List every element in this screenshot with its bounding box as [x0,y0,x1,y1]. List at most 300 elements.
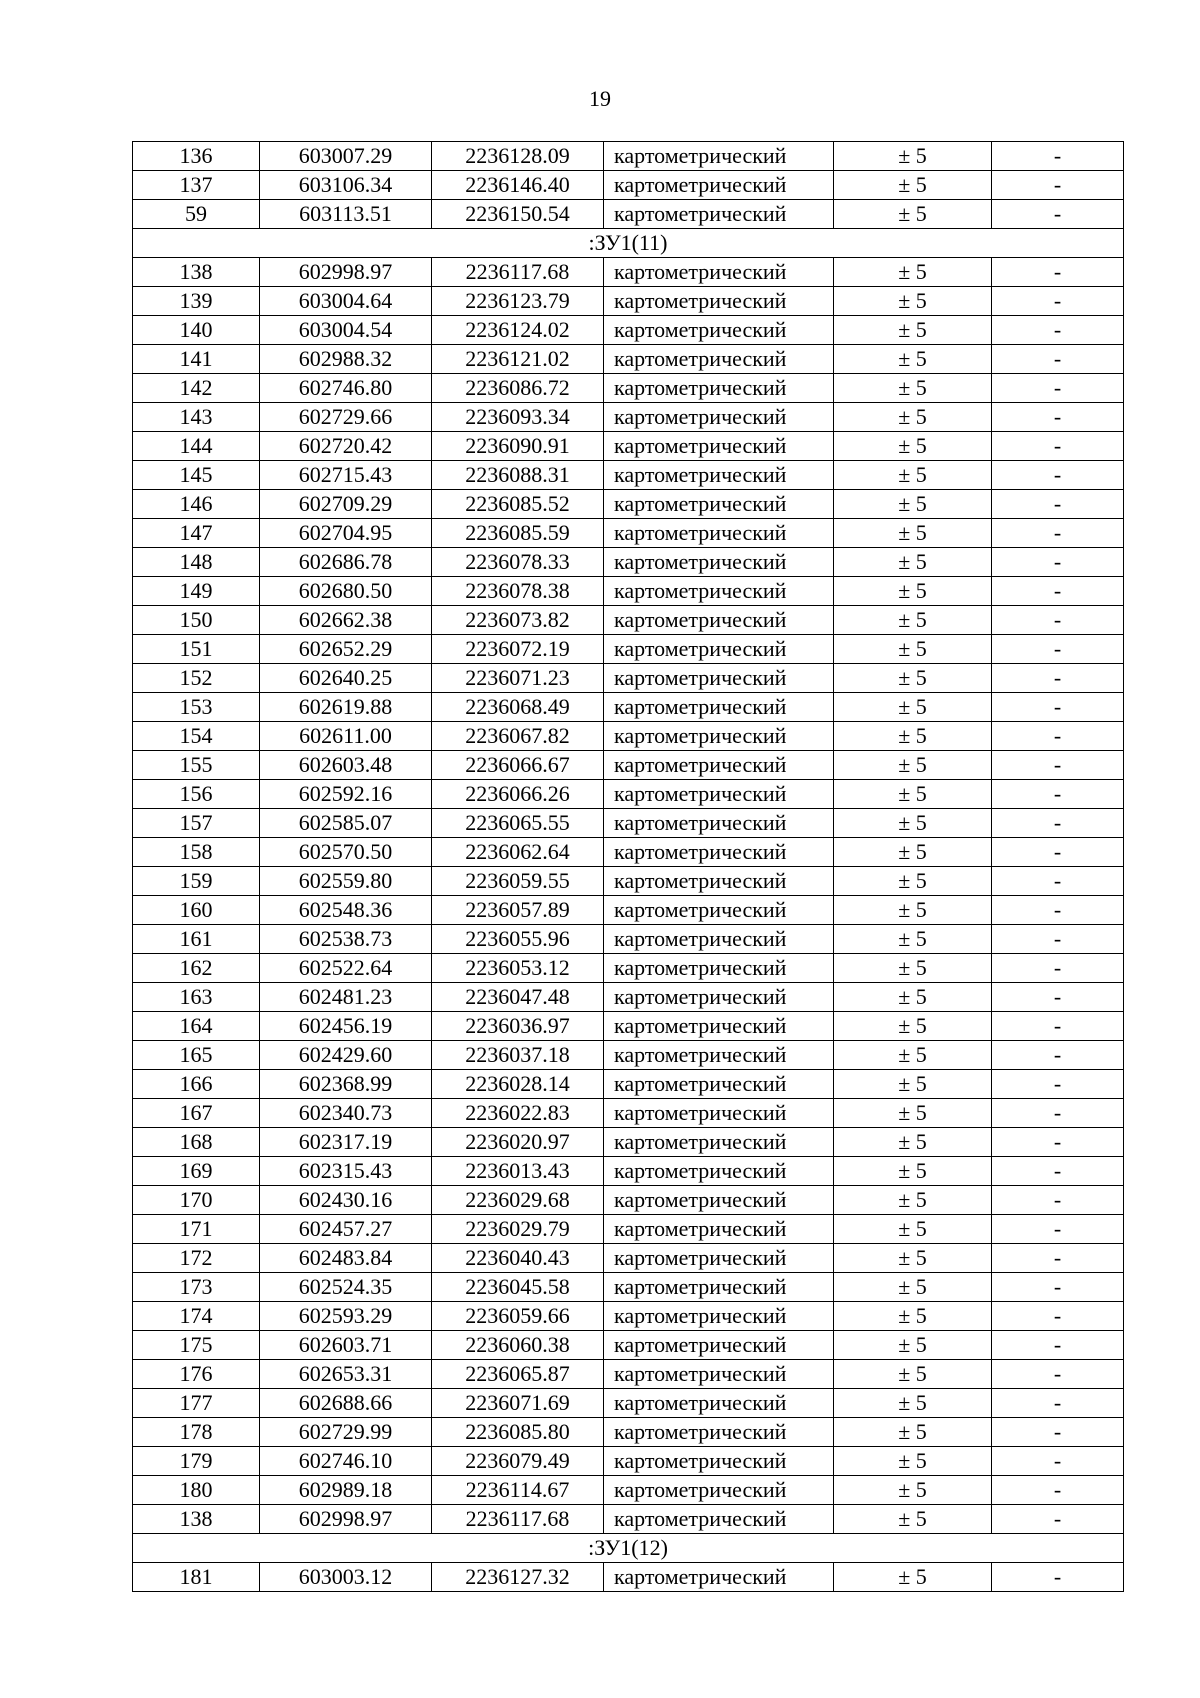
x-coordinate-cell: 603003.12 [260,1563,432,1592]
method-cell: картометрический [604,1505,834,1534]
accuracy-cell: ± 5 [834,200,992,229]
point-number-cell: 149 [133,577,260,606]
table-row [133,1360,1124,1389]
x-coordinate-cell: 602603.71 [260,1331,432,1360]
method-cell: картометрический [604,1331,834,1360]
point-number-cell: 141 [133,345,260,374]
point-number-cell: 178 [133,1418,260,1447]
y-coordinate-cell: 2236013.43 [432,1157,604,1186]
note-cell: - [992,1447,1124,1476]
point-number-cell: 170 [133,1186,260,1215]
table-row [133,1215,1124,1244]
point-number-cell: 168 [133,1128,260,1157]
accuracy-cell: ± 5 [834,1360,992,1389]
y-coordinate-cell: 2236053.12 [432,954,604,983]
accuracy-cell: ± 5 [834,867,992,896]
point-number-cell: 145 [133,461,260,490]
note-cell: - [992,1186,1124,1215]
y-coordinate-cell: 2236059.66 [432,1302,604,1331]
table-row [133,577,1124,606]
accuracy-cell: ± 5 [834,287,992,316]
x-coordinate-cell: 602662.38 [260,606,432,635]
point-number-cell: 167 [133,1099,260,1128]
table-row [133,635,1124,664]
y-coordinate-cell: 2236066.67 [432,751,604,780]
x-coordinate-cell: 602548.36 [260,896,432,925]
point-number-cell: 140 [133,316,260,345]
x-coordinate-cell: 602593.29 [260,1302,432,1331]
accuracy-cell: ± 5 [834,345,992,374]
y-coordinate-cell: 2236124.02 [432,316,604,345]
point-number-cell: 142 [133,374,260,403]
y-coordinate-cell: 2236078.33 [432,548,604,577]
x-coordinate-cell: 602317.19 [260,1128,432,1157]
coordinates-table-body [133,142,1124,1592]
x-coordinate-cell: 602640.25 [260,664,432,693]
note-cell: - [992,142,1124,171]
x-coordinate-cell: 602686.78 [260,548,432,577]
accuracy-cell: ± 5 [834,403,992,432]
y-coordinate-cell: 2236065.87 [432,1360,604,1389]
x-coordinate-cell: 602715.43 [260,461,432,490]
x-coordinate-cell: 602998.97 [260,258,432,287]
y-coordinate-cell: 2236066.26 [432,780,604,809]
y-coordinate-cell: 2236117.68 [432,1505,604,1534]
table-row [133,867,1124,896]
x-coordinate-cell: 602429.60 [260,1041,432,1070]
note-cell: - [992,1418,1124,1447]
table-row [133,142,1124,171]
point-number-cell: 150 [133,606,260,635]
x-coordinate-cell: 602720.42 [260,432,432,461]
accuracy-cell: ± 5 [834,432,992,461]
table-row [133,664,1124,693]
accuracy-cell: ± 5 [834,1157,992,1186]
x-coordinate-cell: 602653.31 [260,1360,432,1389]
note-cell: - [992,1070,1124,1099]
y-coordinate-cell: 2236093.34 [432,403,604,432]
table-row [133,1186,1124,1215]
point-number-cell: 157 [133,809,260,838]
accuracy-cell: ± 5 [834,838,992,867]
table-row [133,316,1124,345]
method-cell: картометрический [604,432,834,461]
note-cell: - [992,1302,1124,1331]
table-row [133,693,1124,722]
accuracy-cell: ± 5 [834,1070,992,1099]
note-cell: - [992,200,1124,229]
method-cell: картометрический [604,1215,834,1244]
point-number-cell: 144 [133,432,260,461]
accuracy-cell: ± 5 [834,1215,992,1244]
coordinates-table [132,141,1124,1592]
note-cell: - [992,316,1124,345]
table-row [133,1041,1124,1070]
note-cell: - [992,1244,1124,1273]
note-cell: - [992,1505,1124,1534]
accuracy-cell: ± 5 [834,664,992,693]
x-coordinate-cell: 602729.99 [260,1418,432,1447]
y-coordinate-cell: 2236079.49 [432,1447,604,1476]
table-row [133,1012,1124,1041]
note-cell: - [992,548,1124,577]
table-row [133,1273,1124,1302]
method-cell: картометрический [604,896,834,925]
note-cell: - [992,1360,1124,1389]
y-coordinate-cell: 2236114.67 [432,1476,604,1505]
note-cell: - [992,780,1124,809]
point-number-cell: 59 [133,200,260,229]
section-label: :ЗУ1(11) [133,229,1124,258]
section-header-row [133,229,1124,258]
x-coordinate-cell: 602988.32 [260,345,432,374]
x-coordinate-cell: 602998.97 [260,1505,432,1534]
accuracy-cell: ± 5 [834,954,992,983]
point-number-cell: 155 [133,751,260,780]
note-cell: - [992,1157,1124,1186]
x-coordinate-cell: 603106.34 [260,171,432,200]
table-row [133,1505,1124,1534]
table-row [133,374,1124,403]
table-row [133,1418,1124,1447]
method-cell: картометрический [604,577,834,606]
note-cell: - [992,1563,1124,1592]
section-label: :ЗУ1(12) [133,1534,1124,1563]
point-number-cell: 151 [133,635,260,664]
method-cell: картометрический [604,693,834,722]
method-cell: картометрический [604,1186,834,1215]
accuracy-cell: ± 5 [834,1099,992,1128]
y-coordinate-cell: 2236067.82 [432,722,604,751]
method-cell: картометрический [604,374,834,403]
x-coordinate-cell: 602688.66 [260,1389,432,1418]
method-cell: картометрический [604,780,834,809]
method-cell: картометрический [604,925,834,954]
y-coordinate-cell: 2236060.38 [432,1331,604,1360]
x-coordinate-cell: 602315.43 [260,1157,432,1186]
note-cell: - [992,1041,1124,1070]
point-number-cell: 175 [133,1331,260,1360]
table-row [133,1128,1124,1157]
note-cell: - [992,867,1124,896]
method-cell: картометрический [604,722,834,751]
method-cell: картометрический [604,983,834,1012]
method-cell: картометрический [604,1563,834,1592]
accuracy-cell: ± 5 [834,258,992,287]
method-cell: картометрический [604,345,834,374]
table-row [133,345,1124,374]
accuracy-cell: ± 5 [834,490,992,519]
table-row [133,1099,1124,1128]
table-row [133,1447,1124,1476]
x-coordinate-cell: 602989.18 [260,1476,432,1505]
table-row [133,1244,1124,1273]
x-coordinate-cell: 602746.80 [260,374,432,403]
accuracy-cell: ± 5 [834,1273,992,1302]
method-cell: картометрический [604,1418,834,1447]
y-coordinate-cell: 2236121.02 [432,345,604,374]
table-row [133,1563,1124,1592]
point-number-cell: 172 [133,1244,260,1273]
point-number-cell: 179 [133,1447,260,1476]
point-number-cell: 146 [133,490,260,519]
y-coordinate-cell: 2236146.40 [432,171,604,200]
note-cell: - [992,838,1124,867]
accuracy-cell: ± 5 [834,780,992,809]
point-number-cell: 138 [133,258,260,287]
table-row [133,809,1124,838]
method-cell: картометрический [604,200,834,229]
accuracy-cell: ± 5 [834,548,992,577]
table-row [133,548,1124,577]
note-cell: - [992,896,1124,925]
note-cell: - [992,751,1124,780]
method-cell: картометрический [604,1157,834,1186]
y-coordinate-cell: 2236071.23 [432,664,604,693]
y-coordinate-cell: 2236085.52 [432,490,604,519]
note-cell: - [992,1389,1124,1418]
x-coordinate-cell: 602340.73 [260,1099,432,1128]
point-number-cell: 164 [133,1012,260,1041]
table-row [133,490,1124,519]
method-cell: картометрический [604,287,834,316]
table-row [133,1070,1124,1099]
note-cell: - [992,1273,1124,1302]
method-cell: картометрический [604,954,834,983]
method-cell: картометрический [604,316,834,345]
point-number-cell: 159 [133,867,260,896]
point-number-cell: 153 [133,693,260,722]
note-cell: - [992,1012,1124,1041]
note-cell: - [992,1331,1124,1360]
accuracy-cell: ± 5 [834,606,992,635]
point-number-cell: 152 [133,664,260,693]
table-row [133,200,1124,229]
method-cell: картометрический [604,490,834,519]
note-cell: - [992,954,1124,983]
point-number-cell: 181 [133,1563,260,1592]
method-cell: картометрический [604,1273,834,1302]
method-cell: картометрический [604,519,834,548]
method-cell: картометрический [604,751,834,780]
x-coordinate-cell: 602368.99 [260,1070,432,1099]
note-cell: - [992,606,1124,635]
y-coordinate-cell: 2236055.96 [432,925,604,954]
method-cell: картометрический [604,1244,834,1273]
note-cell: - [992,1476,1124,1505]
point-number-cell: 143 [133,403,260,432]
x-coordinate-cell: 602652.29 [260,635,432,664]
accuracy-cell: ± 5 [834,635,992,664]
accuracy-cell: ± 5 [834,461,992,490]
table-row [133,1302,1124,1331]
table-row [133,1389,1124,1418]
y-coordinate-cell: 2236123.79 [432,287,604,316]
y-coordinate-cell: 2236117.68 [432,258,604,287]
method-cell: картометрический [604,635,834,664]
point-number-cell: 177 [133,1389,260,1418]
note-cell: - [992,171,1124,200]
y-coordinate-cell: 2236028.14 [432,1070,604,1099]
method-cell: картометрический [604,403,834,432]
x-coordinate-cell: 602619.88 [260,693,432,722]
note-cell: - [992,519,1124,548]
table-row [133,1476,1124,1505]
x-coordinate-cell: 603007.29 [260,142,432,171]
point-number-cell: 165 [133,1041,260,1070]
section-header-row [133,1534,1124,1563]
point-number-cell: 148 [133,548,260,577]
point-number-cell: 160 [133,896,260,925]
y-coordinate-cell: 2236020.97 [432,1128,604,1157]
point-number-cell: 156 [133,780,260,809]
y-coordinate-cell: 2236029.79 [432,1215,604,1244]
y-coordinate-cell: 2236040.43 [432,1244,604,1273]
accuracy-cell: ± 5 [834,1505,992,1534]
page-number: 19 [589,86,611,111]
y-coordinate-cell: 2236090.91 [432,432,604,461]
y-coordinate-cell: 2236045.58 [432,1273,604,1302]
point-number-cell: 147 [133,519,260,548]
accuracy-cell: ± 5 [834,693,992,722]
table-row [133,722,1124,751]
x-coordinate-cell: 602680.50 [260,577,432,606]
point-number-cell: 161 [133,925,260,954]
note-cell: - [992,403,1124,432]
note-cell: - [992,635,1124,664]
table-row [133,896,1124,925]
note-cell: - [992,925,1124,954]
y-coordinate-cell: 2236029.68 [432,1186,604,1215]
accuracy-cell: ± 5 [834,577,992,606]
note-cell: - [992,664,1124,693]
accuracy-cell: ± 5 [834,925,992,954]
x-coordinate-cell: 602611.00 [260,722,432,751]
y-coordinate-cell: 2236047.48 [432,983,604,1012]
accuracy-cell: ± 5 [834,983,992,1012]
x-coordinate-cell: 602570.50 [260,838,432,867]
x-coordinate-cell: 602746.10 [260,1447,432,1476]
x-coordinate-cell: 602559.80 [260,867,432,896]
accuracy-cell: ± 5 [834,1331,992,1360]
table-row [133,461,1124,490]
y-coordinate-cell: 2236022.83 [432,1099,604,1128]
note-cell: - [992,287,1124,316]
table-row [133,403,1124,432]
x-coordinate-cell: 602603.48 [260,751,432,780]
note-cell: - [992,1215,1124,1244]
accuracy-cell: ± 5 [834,1447,992,1476]
table-row [133,983,1124,1012]
method-cell: картометрический [604,1447,834,1476]
table-row [133,925,1124,954]
y-coordinate-cell: 2236088.31 [432,461,604,490]
point-number-cell: 173 [133,1273,260,1302]
note-cell: - [992,693,1124,722]
point-number-cell: 163 [133,983,260,1012]
table-row [133,606,1124,635]
note-cell: - [992,490,1124,519]
table-row [133,1331,1124,1360]
note-cell: - [992,809,1124,838]
x-coordinate-cell: 602709.29 [260,490,432,519]
y-coordinate-cell: 2236068.49 [432,693,604,722]
method-cell: картометрический [604,171,834,200]
x-coordinate-cell: 603004.54 [260,316,432,345]
x-coordinate-cell: 602483.84 [260,1244,432,1273]
y-coordinate-cell: 2236059.55 [432,867,604,896]
x-coordinate-cell: 603113.51 [260,200,432,229]
accuracy-cell: ± 5 [834,519,992,548]
x-coordinate-cell: 602524.35 [260,1273,432,1302]
point-number-cell: 174 [133,1302,260,1331]
x-coordinate-cell: 602522.64 [260,954,432,983]
x-coordinate-cell: 602729.66 [260,403,432,432]
note-cell: - [992,577,1124,606]
table-row [133,519,1124,548]
y-coordinate-cell: 2236062.64 [432,838,604,867]
method-cell: картометрический [604,1389,834,1418]
y-coordinate-cell: 2236078.38 [432,577,604,606]
note-cell: - [992,345,1124,374]
y-coordinate-cell: 2236036.97 [432,1012,604,1041]
method-cell: картометрический [604,1041,834,1070]
point-number-cell: 166 [133,1070,260,1099]
note-cell: - [992,1099,1124,1128]
method-cell: картометрический [604,809,834,838]
accuracy-cell: ± 5 [834,1041,992,1070]
table-row [133,954,1124,983]
accuracy-cell: ± 5 [834,1128,992,1157]
y-coordinate-cell: 2236128.09 [432,142,604,171]
point-number-cell: 136 [133,142,260,171]
table-row [133,432,1124,461]
method-cell: картометрический [604,1070,834,1099]
point-number-cell: 176 [133,1360,260,1389]
x-coordinate-cell: 602585.07 [260,809,432,838]
method-cell: картометрический [604,606,834,635]
accuracy-cell: ± 5 [834,1389,992,1418]
point-number-cell: 154 [133,722,260,751]
point-number-cell: 138 [133,1505,260,1534]
method-cell: картометрический [604,258,834,287]
note-cell: - [992,432,1124,461]
point-number-cell: 180 [133,1476,260,1505]
accuracy-cell: ± 5 [834,1186,992,1215]
method-cell: картометрический [604,1476,834,1505]
method-cell: картометрический [604,867,834,896]
note-cell: - [992,374,1124,403]
x-coordinate-cell: 602457.27 [260,1215,432,1244]
y-coordinate-cell: 2236057.89 [432,896,604,925]
note-cell: - [992,983,1124,1012]
note-cell: - [992,722,1124,751]
y-coordinate-cell: 2236085.80 [432,1418,604,1447]
table-row [133,780,1124,809]
y-coordinate-cell: 2236150.54 [432,200,604,229]
method-cell: картометрический [604,461,834,490]
y-coordinate-cell: 2236086.72 [432,374,604,403]
accuracy-cell: ± 5 [834,374,992,403]
method-cell: картометрический [604,1012,834,1041]
accuracy-cell: ± 5 [834,1244,992,1273]
y-coordinate-cell: 2236071.69 [432,1389,604,1418]
note-cell: - [992,461,1124,490]
accuracy-cell: ± 5 [834,751,992,780]
method-cell: картометрический [604,1128,834,1157]
x-coordinate-cell: 602592.16 [260,780,432,809]
method-cell: картометрический [604,1099,834,1128]
